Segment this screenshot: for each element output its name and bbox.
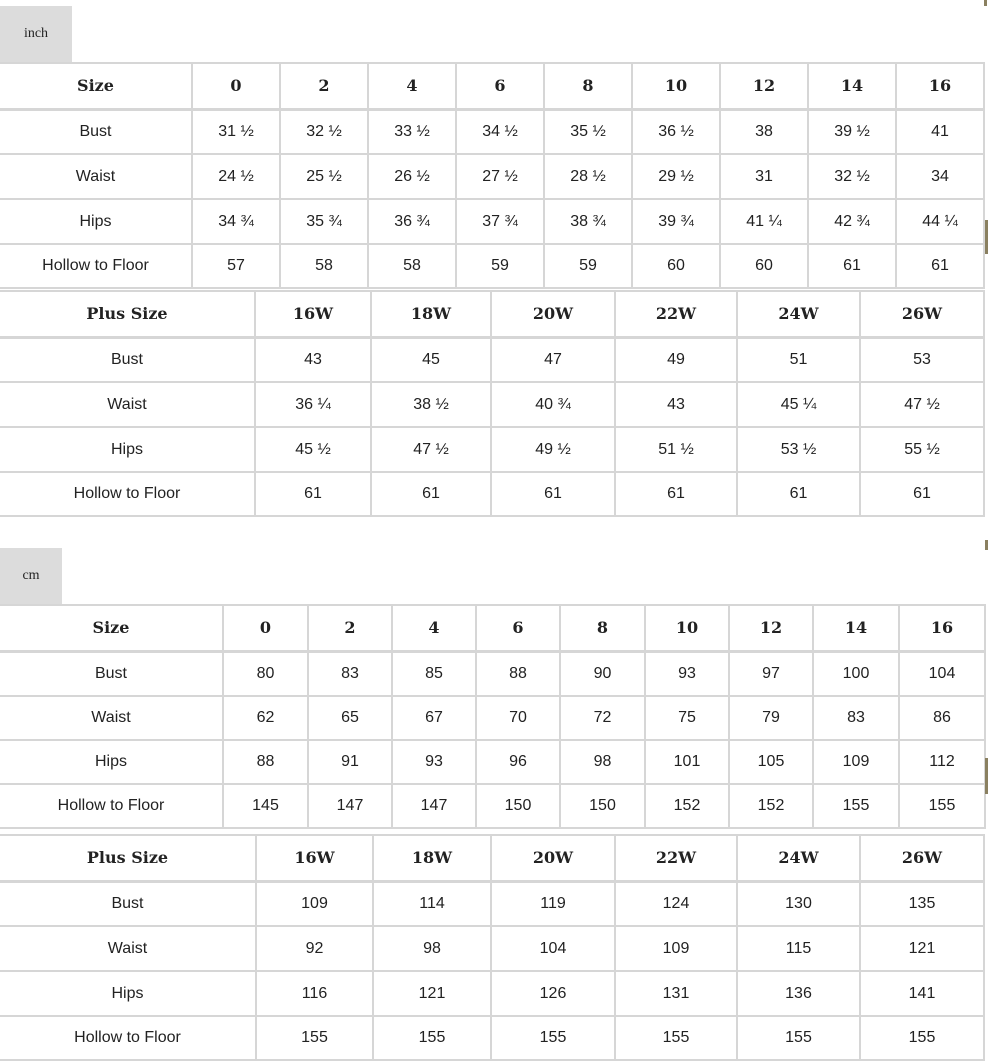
table-row	[0, 109, 984, 154]
size-header-cell: 12	[729, 605, 813, 651]
measurement-value-cell: 38	[720, 109, 808, 154]
size-header-cell: 0	[192, 63, 280, 109]
measurement-value-cell: 35 ¾	[280, 199, 368, 244]
unit-label-cm: cm	[22, 568, 40, 583]
measurement-value-cell: 39 ¾	[632, 199, 720, 244]
table-row	[0, 740, 985, 784]
size-header-cell: 8	[560, 605, 645, 651]
header-label-cell: Plus Size	[0, 291, 255, 337]
measurement-value-cell: 109	[256, 881, 373, 926]
measurement-value-cell: 126	[491, 971, 615, 1016]
table-row	[0, 427, 984, 472]
measurement-value-cell: 62	[223, 696, 308, 740]
measurement-label-cell: Waist	[0, 382, 255, 427]
measurement-value-cell: 47 ½	[860, 382, 984, 427]
measurement-value-cell: 93	[645, 651, 729, 696]
measurement-value-cell: 93	[392, 740, 476, 784]
measurement-value-cell: 34 ¾	[192, 199, 280, 244]
measurement-value-cell: 91	[308, 740, 392, 784]
measurement-value-cell: 152	[729, 784, 813, 828]
measurement-value-cell: 155	[813, 784, 899, 828]
measurement-label-cell: Waist	[0, 154, 192, 199]
table-header-row	[0, 605, 985, 651]
measurement-value-cell: 92	[256, 926, 373, 971]
measurement-value-cell: 105	[729, 740, 813, 784]
measurement-value-cell: 61	[896, 244, 984, 288]
measurement-value-cell: 155	[615, 1016, 737, 1060]
measurement-value-cell: 44 ¼	[896, 199, 984, 244]
measurement-value-cell: 116	[256, 971, 373, 1016]
measurement-value-cell: 104	[491, 926, 615, 971]
measurement-value-cell: 61	[255, 472, 371, 516]
table-row	[0, 881, 984, 926]
table-row	[0, 696, 985, 740]
measurement-value-cell: 61	[737, 472, 860, 516]
unit-tab-inch	[0, 6, 72, 62]
measurement-value-cell: 155	[256, 1016, 373, 1060]
measurement-value-cell: 43	[615, 382, 737, 427]
unit-label-inch: inch	[23, 26, 49, 41]
table-row	[0, 1016, 984, 1060]
measurement-value-cell: 38 ½	[371, 382, 491, 427]
size-header-cell: 16	[896, 63, 984, 109]
measurement-value-cell: 49	[615, 337, 737, 382]
measurement-value-cell: 72	[560, 696, 645, 740]
size-header-cell: 10	[632, 63, 720, 109]
table-row	[0, 199, 984, 244]
measurement-value-cell: 85	[392, 651, 476, 696]
table-row	[0, 651, 985, 696]
measurement-value-cell: 131	[615, 971, 737, 1016]
measurement-value-cell: 88	[223, 740, 308, 784]
measurement-value-cell: 59	[544, 244, 632, 288]
measurement-value-cell: 147	[392, 784, 476, 828]
measurement-value-cell: 43	[255, 337, 371, 382]
measurement-value-cell: 130	[737, 881, 860, 926]
measurement-value-cell: 98	[560, 740, 645, 784]
measurement-value-cell: 59	[456, 244, 544, 288]
measurement-value-cell: 155	[373, 1016, 491, 1060]
measurement-value-cell: 155	[491, 1016, 615, 1060]
size-header-cell: 16W	[255, 291, 371, 337]
measurement-value-cell: 34 ½	[456, 109, 544, 154]
measurement-value-cell: 147	[308, 784, 392, 828]
measurement-value-cell: 114	[373, 881, 491, 926]
table-row	[0, 472, 984, 516]
measurement-value-cell: 39 ½	[808, 109, 896, 154]
measurement-value-cell: 36 ½	[632, 109, 720, 154]
measurement-value-cell: 150	[560, 784, 645, 828]
measurement-value-cell: 53 ½	[737, 427, 860, 472]
size-header-cell: 8	[544, 63, 632, 109]
table-row	[0, 926, 984, 971]
measurement-value-cell: 100	[813, 651, 899, 696]
measurement-value-cell: 45 ¼	[737, 382, 860, 427]
measurement-value-cell: 37 ¾	[456, 199, 544, 244]
measurement-value-cell: 57	[192, 244, 280, 288]
size-header-cell: 18W	[371, 291, 491, 337]
table-row	[0, 244, 984, 288]
measurement-value-cell: 33 ½	[368, 109, 456, 154]
size-header-cell: 6	[476, 605, 560, 651]
size-header-cell: 14	[808, 63, 896, 109]
measurement-value-cell: 31 ½	[192, 109, 280, 154]
size-header-cell: 26W	[860, 835, 984, 881]
measurement-label-cell: Bust	[0, 651, 223, 696]
size-header-cell: 10	[645, 605, 729, 651]
size-header-cell: 18W	[373, 835, 491, 881]
measurement-value-cell: 109	[813, 740, 899, 784]
edge-mark	[985, 758, 988, 794]
measurement-value-cell: 86	[899, 696, 985, 740]
measurement-value-cell: 38 ¾	[544, 199, 632, 244]
measurement-value-cell: 96	[476, 740, 560, 784]
size-header-cell: 24W	[737, 835, 860, 881]
measurement-value-cell: 45 ½	[255, 427, 371, 472]
measurement-label-cell: Bust	[0, 337, 255, 382]
measurement-label-cell: Waist	[0, 696, 223, 740]
measurement-value-cell: 80	[223, 651, 308, 696]
unit-tab-cm	[0, 548, 62, 604]
header-label-cell: Size	[0, 63, 192, 109]
measurement-value-cell: 124	[615, 881, 737, 926]
table-row	[0, 784, 985, 828]
measurement-value-cell: 121	[373, 971, 491, 1016]
measurement-value-cell: 97	[729, 651, 813, 696]
measurement-value-cell: 79	[729, 696, 813, 740]
measurement-label-cell: Hollow to Floor	[0, 244, 192, 288]
size-header-cell: 26W	[860, 291, 984, 337]
measurement-value-cell: 51 ½	[615, 427, 737, 472]
table-row	[0, 971, 984, 1016]
measurement-value-cell: 61	[808, 244, 896, 288]
measurement-label-cell: Hips	[0, 427, 255, 472]
measurement-value-cell: 101	[645, 740, 729, 784]
edge-mark	[984, 0, 987, 6]
measurement-value-cell: 40 ¾	[491, 382, 615, 427]
size-table-cm-standard	[0, 604, 986, 829]
measurement-value-cell: 55 ½	[860, 427, 984, 472]
measurement-value-cell: 49 ½	[491, 427, 615, 472]
measurement-value-cell: 34	[896, 154, 984, 199]
measurement-value-cell: 53	[860, 337, 984, 382]
measurement-value-cell: 60	[720, 244, 808, 288]
measurement-value-cell: 75	[645, 696, 729, 740]
size-table-inch-plus	[0, 290, 985, 517]
table-row	[0, 337, 984, 382]
measurement-value-cell: 60	[632, 244, 720, 288]
measurement-value-cell: 45	[371, 337, 491, 382]
measurement-value-cell: 135	[860, 881, 984, 926]
measurement-value-cell: 24 ½	[192, 154, 280, 199]
header-label-cell: Plus Size	[0, 835, 256, 881]
size-header-cell: 0	[223, 605, 308, 651]
measurement-value-cell: 155	[899, 784, 985, 828]
measurement-value-cell: 112	[899, 740, 985, 784]
measurement-label-cell: Bust	[0, 881, 256, 926]
measurement-value-cell: 47	[491, 337, 615, 382]
measurement-value-cell: 67	[392, 696, 476, 740]
measurement-value-cell: 65	[308, 696, 392, 740]
size-table-inch-standard	[0, 62, 985, 289]
table-header-row	[0, 63, 984, 109]
measurement-value-cell: 136	[737, 971, 860, 1016]
measurement-value-cell: 90	[560, 651, 645, 696]
size-header-cell: 22W	[615, 291, 737, 337]
measurement-value-cell: 61	[491, 472, 615, 516]
measurement-value-cell: 36 ¼	[255, 382, 371, 427]
measurement-value-cell: 121	[860, 926, 984, 971]
size-header-cell: 4	[392, 605, 476, 651]
measurement-value-cell: 31	[720, 154, 808, 199]
measurement-label-cell: Hollow to Floor	[0, 1016, 256, 1060]
size-table-cm-plus	[0, 834, 985, 1061]
edge-mark	[985, 540, 988, 550]
size-header-cell: 12	[720, 63, 808, 109]
measurement-value-cell: 29 ½	[632, 154, 720, 199]
size-header-cell: 2	[308, 605, 392, 651]
measurement-value-cell: 41	[896, 109, 984, 154]
measurement-value-cell: 141	[860, 971, 984, 1016]
measurement-value-cell: 35 ½	[544, 109, 632, 154]
measurement-value-cell: 109	[615, 926, 737, 971]
size-header-cell: 6	[456, 63, 544, 109]
size-header-cell: 14	[813, 605, 899, 651]
measurement-value-cell: 36 ¾	[368, 199, 456, 244]
measurement-label-cell: Bust	[0, 109, 192, 154]
table-header-row	[0, 291, 984, 337]
measurement-value-cell: 155	[860, 1016, 984, 1060]
table-row	[0, 154, 984, 199]
measurement-value-cell: 70	[476, 696, 560, 740]
measurement-value-cell: 150	[476, 784, 560, 828]
measurement-value-cell: 51	[737, 337, 860, 382]
size-header-cell: 20W	[491, 291, 615, 337]
measurement-value-cell: 104	[899, 651, 985, 696]
measurement-value-cell: 115	[737, 926, 860, 971]
size-header-cell: 22W	[615, 835, 737, 881]
size-header-cell: 16W	[256, 835, 373, 881]
size-header-cell: 16	[899, 605, 985, 651]
measurement-value-cell: 28 ½	[544, 154, 632, 199]
measurement-value-cell: 152	[645, 784, 729, 828]
size-header-cell: 2	[280, 63, 368, 109]
measurement-label-cell: Hips	[0, 740, 223, 784]
measurement-value-cell: 61	[615, 472, 737, 516]
measurement-label-cell: Hollow to Floor	[0, 472, 255, 516]
measurement-value-cell: 27 ½	[456, 154, 544, 199]
measurement-value-cell: 83	[813, 696, 899, 740]
measurement-label-cell: Hips	[0, 971, 256, 1016]
measurement-value-cell: 145	[223, 784, 308, 828]
measurement-value-cell: 58	[368, 244, 456, 288]
measurement-value-cell: 61	[371, 472, 491, 516]
measurement-value-cell: 41 ¼	[720, 199, 808, 244]
measurement-label-cell: Hips	[0, 199, 192, 244]
header-label-cell: Size	[0, 605, 223, 651]
measurement-value-cell: 47 ½	[371, 427, 491, 472]
table-header-row	[0, 835, 984, 881]
measurement-label-cell: Waist	[0, 926, 256, 971]
edge-mark	[985, 220, 988, 254]
measurement-value-cell: 98	[373, 926, 491, 971]
size-header-cell: 20W	[491, 835, 615, 881]
measurement-value-cell: 155	[737, 1016, 860, 1060]
measurement-value-cell: 58	[280, 244, 368, 288]
measurement-value-cell: 88	[476, 651, 560, 696]
size-header-cell: 24W	[737, 291, 860, 337]
measurement-value-cell: 61	[860, 472, 984, 516]
measurement-value-cell: 83	[308, 651, 392, 696]
measurement-label-cell: Hollow to Floor	[0, 784, 223, 828]
measurement-value-cell: 32 ½	[808, 154, 896, 199]
measurement-value-cell: 42 ¾	[808, 199, 896, 244]
measurement-value-cell: 119	[491, 881, 615, 926]
measurement-value-cell: 32 ½	[280, 109, 368, 154]
measurement-value-cell: 26 ½	[368, 154, 456, 199]
measurement-value-cell: 25 ½	[280, 154, 368, 199]
size-header-cell: 4	[368, 63, 456, 109]
table-row	[0, 382, 984, 427]
